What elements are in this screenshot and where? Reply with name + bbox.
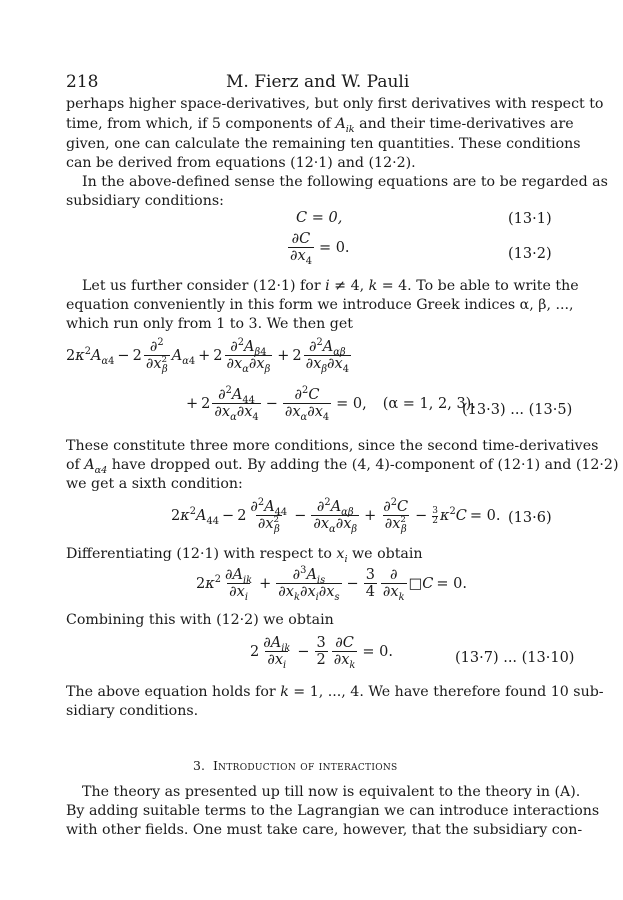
paragraph-line: The theory as presented up till now is equivalent to the theory in (A). [82, 784, 581, 800]
paragraph-line: subsidiary conditions: [66, 193, 224, 209]
paragraph-line: of $A_{\alpha 4}$ have dropped out. By adding the (4, 4)-component of (12·1) and (12·2) [66, 457, 619, 476]
equation-number: (13·6) [508, 510, 552, 526]
equation-number: (13·1) [508, 211, 552, 227]
paragraph-line: sidiary conditions. [66, 703, 199, 719]
paragraph-line: Let us further consider (12·1) for i ≠ 4, k = 4. To be able to write the [82, 278, 579, 294]
paragraph-line: Combining this with (12·2) we obtain [66, 612, 334, 628]
paragraph-line: we get a sixth condition: [66, 476, 243, 492]
equation-13-1: C = 0, [296, 210, 343, 226]
equation-differentiated: $2\kappa^2$ $\frac{\partial A_{ik}}{\partial x_i}$ + $\frac{\partial^3A_{is}}{\partial x_k\partial x_i\partial x_s}$ − $\frac{3}{4}$ $\frac{\partial}{\partial x_k}$ □C = 0. [196, 565, 467, 603]
equation-number: (13·7) ... (13·10) [455, 650, 575, 666]
equation-13-3-line-2: + 2 $\frac{\partial^2A_{44}}{\partial x_\alpha\partial x_4}$ − $\frac{\partial^2C}{\partial x_\alpha\partial x_4}$ = 0, (α = 1, 2, 3). [186, 385, 476, 423]
paragraph-line: perhaps higher space-derivatives, but only first derivatives with respect to [66, 96, 604, 112]
equation-13-6: $2\kappa^2A_{44}$ − 2 $\frac{\partial^2A_{44}}{\partial x^2_\beta}$ − $\frac{\partial^2A_{\alpha\beta}}{\partial x_\alpha\partial x_\beta}$ + $\frac{\partial^2C}{\partial x^2_\beta}$ − $\frac{3}{2}$ $\kappa^2C$ = 0. [171, 497, 501, 535]
equation-number: (13·2) [508, 246, 552, 262]
paragraph-line: can be derived from equations (12·1) and (12·2). [66, 155, 416, 171]
paragraph-line: These constitute three more conditions, since the second time-derivatives [66, 438, 599, 454]
equation-13-2: $\frac{\partial C}{\partial x_4}$ = 0. [290, 231, 350, 267]
equation-number: (13·3) ... (13·5) [462, 402, 573, 418]
section-heading: 3. Introduction of interactions [193, 758, 398, 773]
equation-13-3-line-1: $2\kappa^2A_{\alpha 4}$ − 2 $\frac{\partial^2}{\partial x^2_\beta}$ $A_{\alpha 4}$ + 2 $\frac{\partial^2A_{\beta 4}}{\partial x_\alpha\partial x_\beta}$ + 2 $\frac{\partial^2A_{\alpha\beta}}{\partial x_\beta\partial x_4}$ [66, 337, 349, 375]
paragraph-line: By adding suitable terms to the Lagrangian we can introduce interactions [66, 803, 600, 819]
equation-13-7: 2 $\frac{\partial A_{ik}}{\partial x_i}$ − $\frac{3}{2}$ $\frac{\partial C}{\partial x_k}$ = 0. [250, 635, 393, 671]
paragraph-line: which run only from 1 to 3. We then get [66, 316, 353, 332]
paragraph-line: with other fields. One must take care, however, that the subsidiary con- [66, 822, 583, 838]
paragraph-line: The above equation holds for k = 1, ..., 4. We have therefore found 10 sub- [66, 684, 604, 700]
paragraph-line: equation conveniently in this form we introduce Greek indices α, β, ..., [66, 297, 574, 313]
paragraph-line: Differentiating (12·1) with respect to $x_i$ we obtain [66, 546, 423, 565]
paragraph-line: In the above-defined sense the following equations are to be regarded as [82, 174, 608, 190]
paragraph-line: given, one can calculate the remaining ten quantities. These conditions [66, 136, 581, 152]
paragraph-line: time, from which, if 5 components of $A_{ik}$ and their time-derivatives are [66, 116, 574, 135]
running-head-authors: M. Fierz and W. Pauli [226, 72, 410, 92]
page-number: 218 [66, 72, 99, 92]
